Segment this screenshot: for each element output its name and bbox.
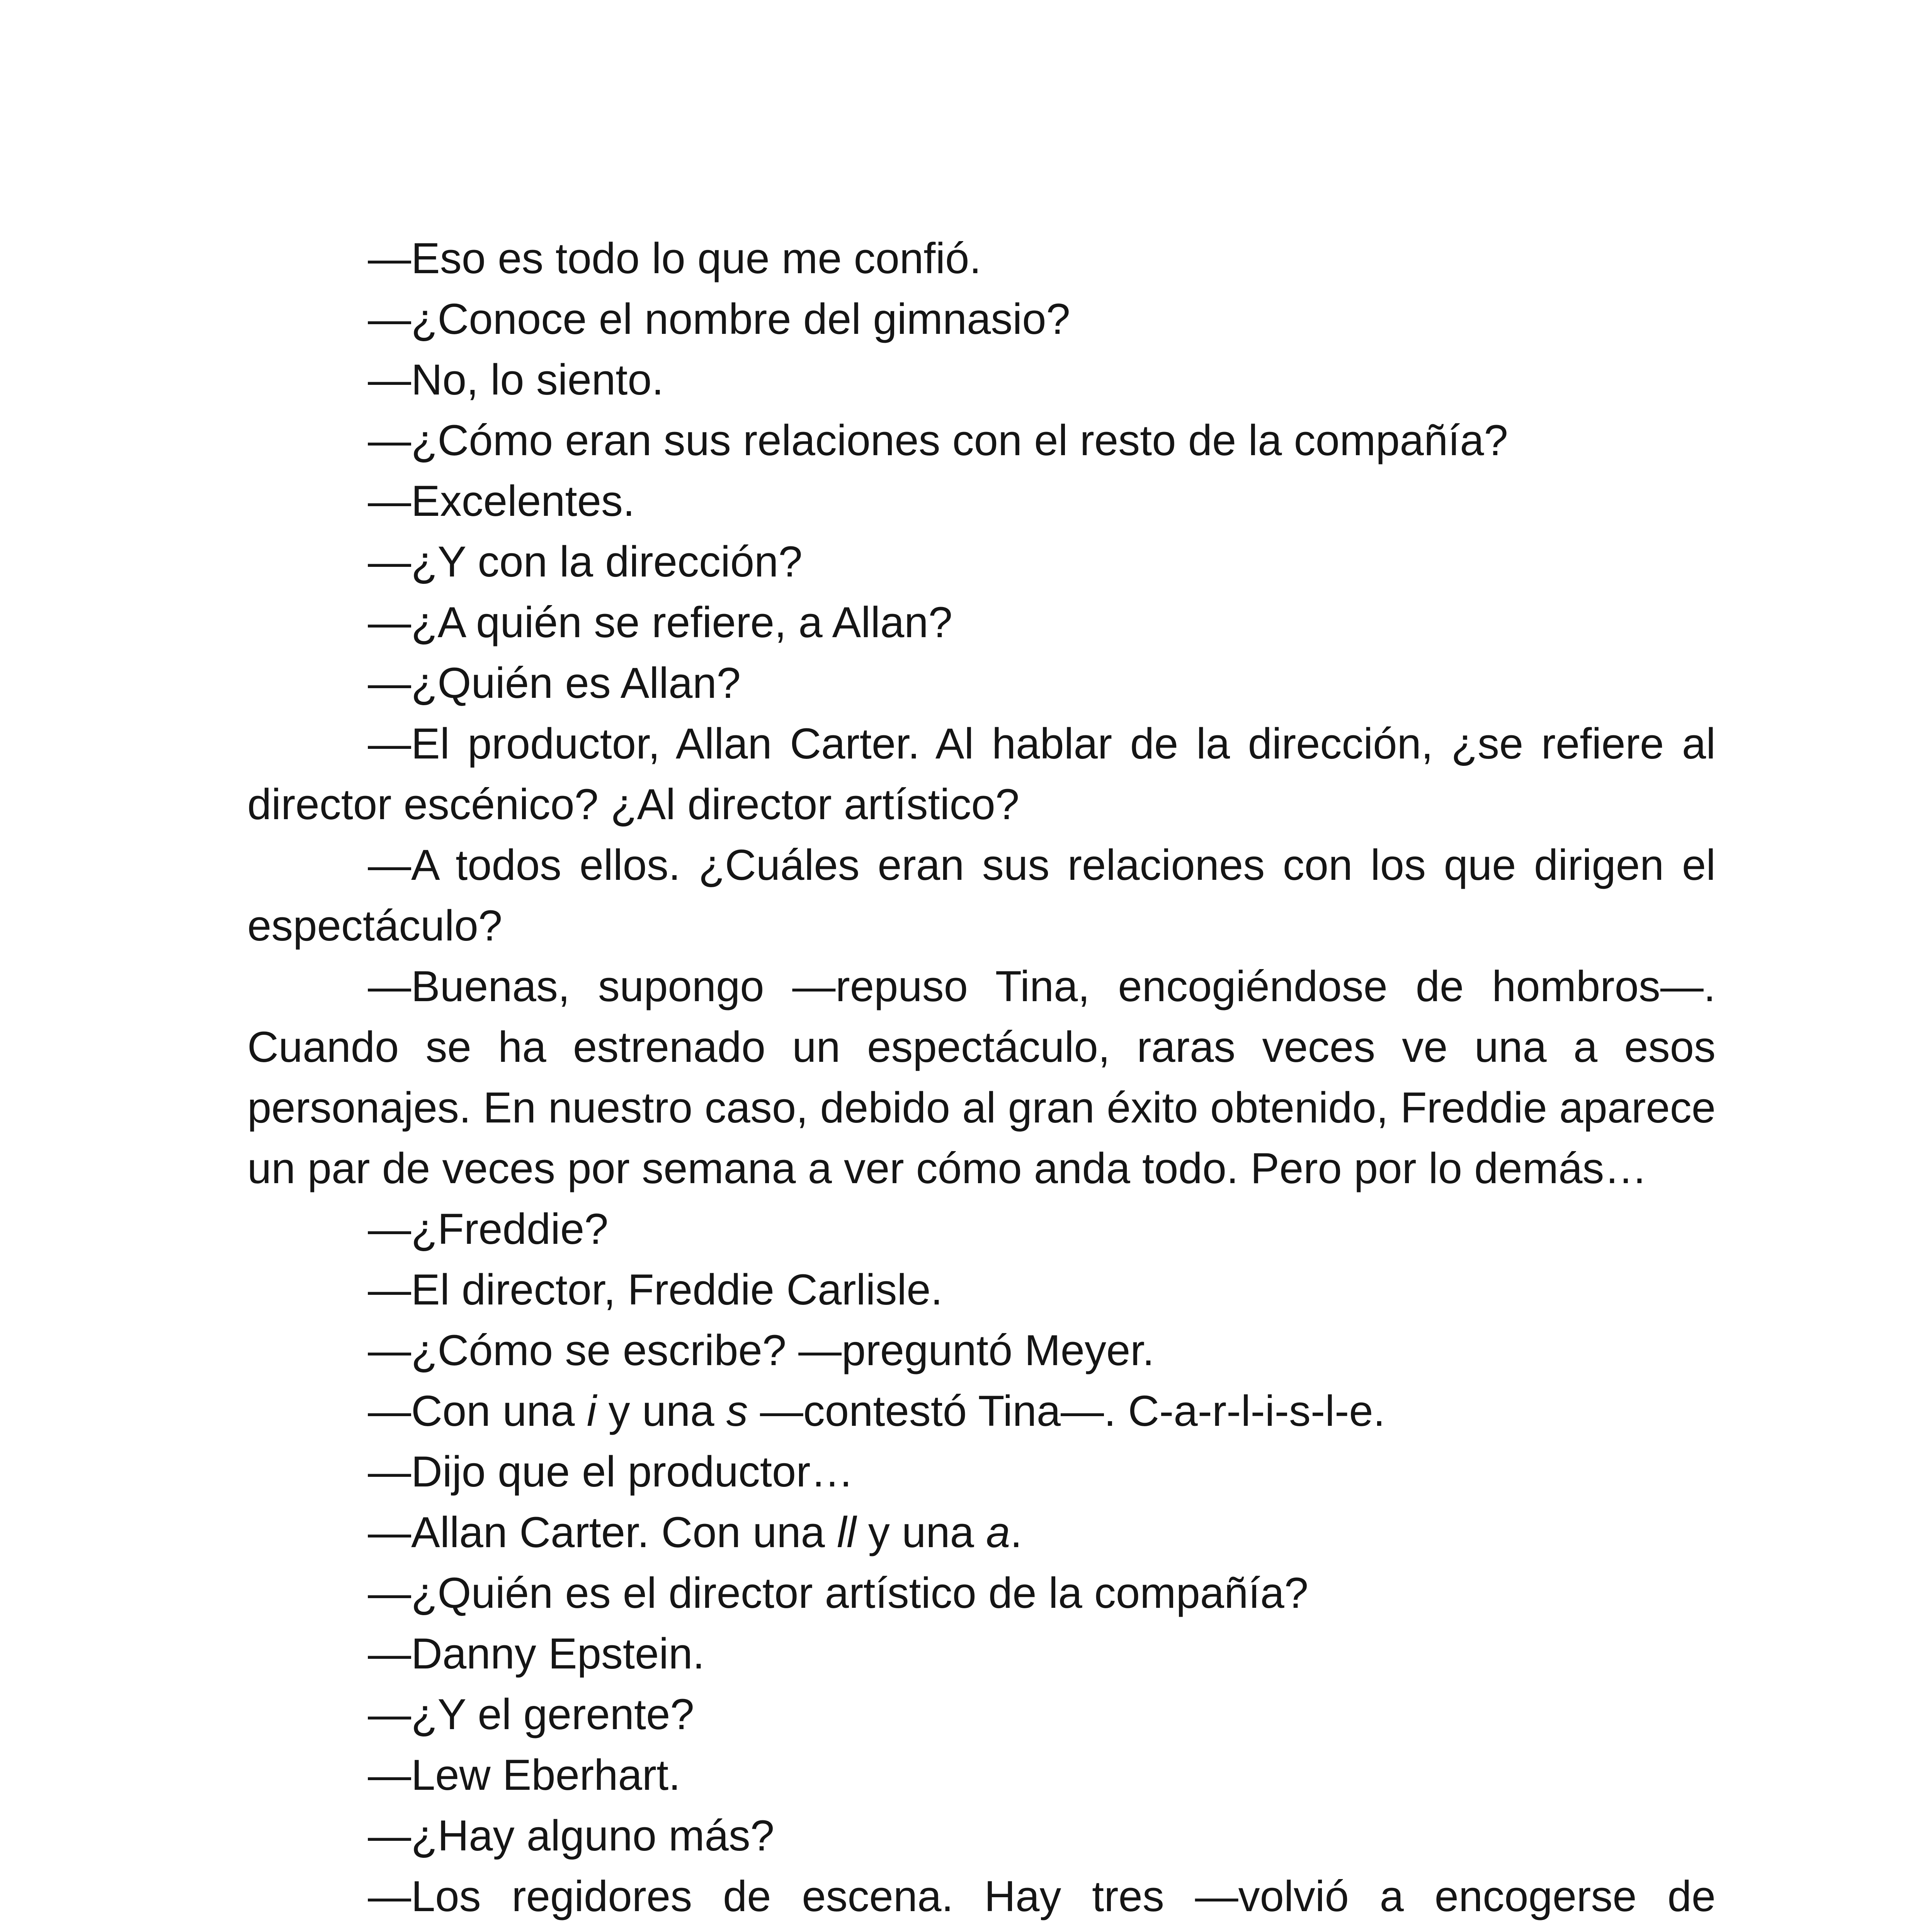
text-run: —Allan Carter. Con una [368, 1508, 837, 1556]
italic-letter: ll [837, 1508, 856, 1556]
paragraph: —El director, Freddie Carlisle. [368, 1265, 943, 1314]
paragraph: —El productor, Allan Carter. Al hablar de la dirección, ¿se refiere al director escénico? ¿Al director artístico? [247, 719, 1716, 828]
paragraph: —Eso es todo lo que me confió. [368, 234, 981, 282]
paragraph: —Excelentes. [368, 477, 635, 525]
text-run: —Con una [368, 1387, 587, 1435]
paragraph: —Buenas, supongo —repuso Tina, encogiéndose de hombros—. Cuando se ha estrenado un espectáculo, raras veces ve una a esos personajes. En nuestro caso, debido al gran éxito obtenido, Freddie aparece un par de veces por semana a ver cómo anda todo. Pero por lo demás… [247, 962, 1716, 1192]
paragraph: —Los regidores de escena. Hay tres —volvió a encogerse de [368, 1872, 1716, 1920]
italic-letter: i [587, 1387, 597, 1435]
paragraph: —¿Cómo se escribe? —preguntó Meyer. [368, 1326, 1155, 1374]
paragraph: —A todos ellos. ¿Cuáles eran sus relaciones con los que dirigen el espectáculo? [247, 841, 1716, 950]
paragraph: —¿Hay alguno más? [368, 1811, 775, 1860]
body-text [247, 228, 1716, 1932]
italic-letter: s [726, 1387, 748, 1435]
paragraph [247, 1381, 1716, 1441]
text-run: —contestó Tina—. C-a-r-l-i-s-l-e. [748, 1387, 1385, 1435]
paragraph: —¿Conoce el nombre del gimnasio? [368, 295, 1070, 343]
text-run: . [1010, 1508, 1022, 1556]
paragraph: —Lew Eberhart. [368, 1751, 681, 1799]
text-run: y una [856, 1508, 986, 1556]
paragraph: —¿Y el gerente? [368, 1690, 694, 1738]
paragraph: —¿Quién es Allan? [368, 659, 741, 707]
paragraph: —No, lo siento. [368, 355, 664, 404]
paragraph: —¿Freddie? [368, 1205, 609, 1253]
paragraph [247, 1502, 1716, 1563]
italic-letter: a [986, 1508, 1010, 1556]
paragraph: —¿Quién es el director artístico de la compañía? [368, 1569, 1309, 1617]
paragraph: —¿Y con la dirección? [368, 537, 803, 586]
paragraph: —Dijo que el productor… [368, 1447, 854, 1496]
paragraph: —¿Cómo eran sus relaciones con el resto de la compañía? [368, 416, 1508, 464]
paragraph: —¿A quién se refiere, a Allan? [368, 598, 952, 646]
paragraph: —Danny Epstein. [368, 1629, 705, 1678]
text-run: y una [596, 1387, 726, 1435]
